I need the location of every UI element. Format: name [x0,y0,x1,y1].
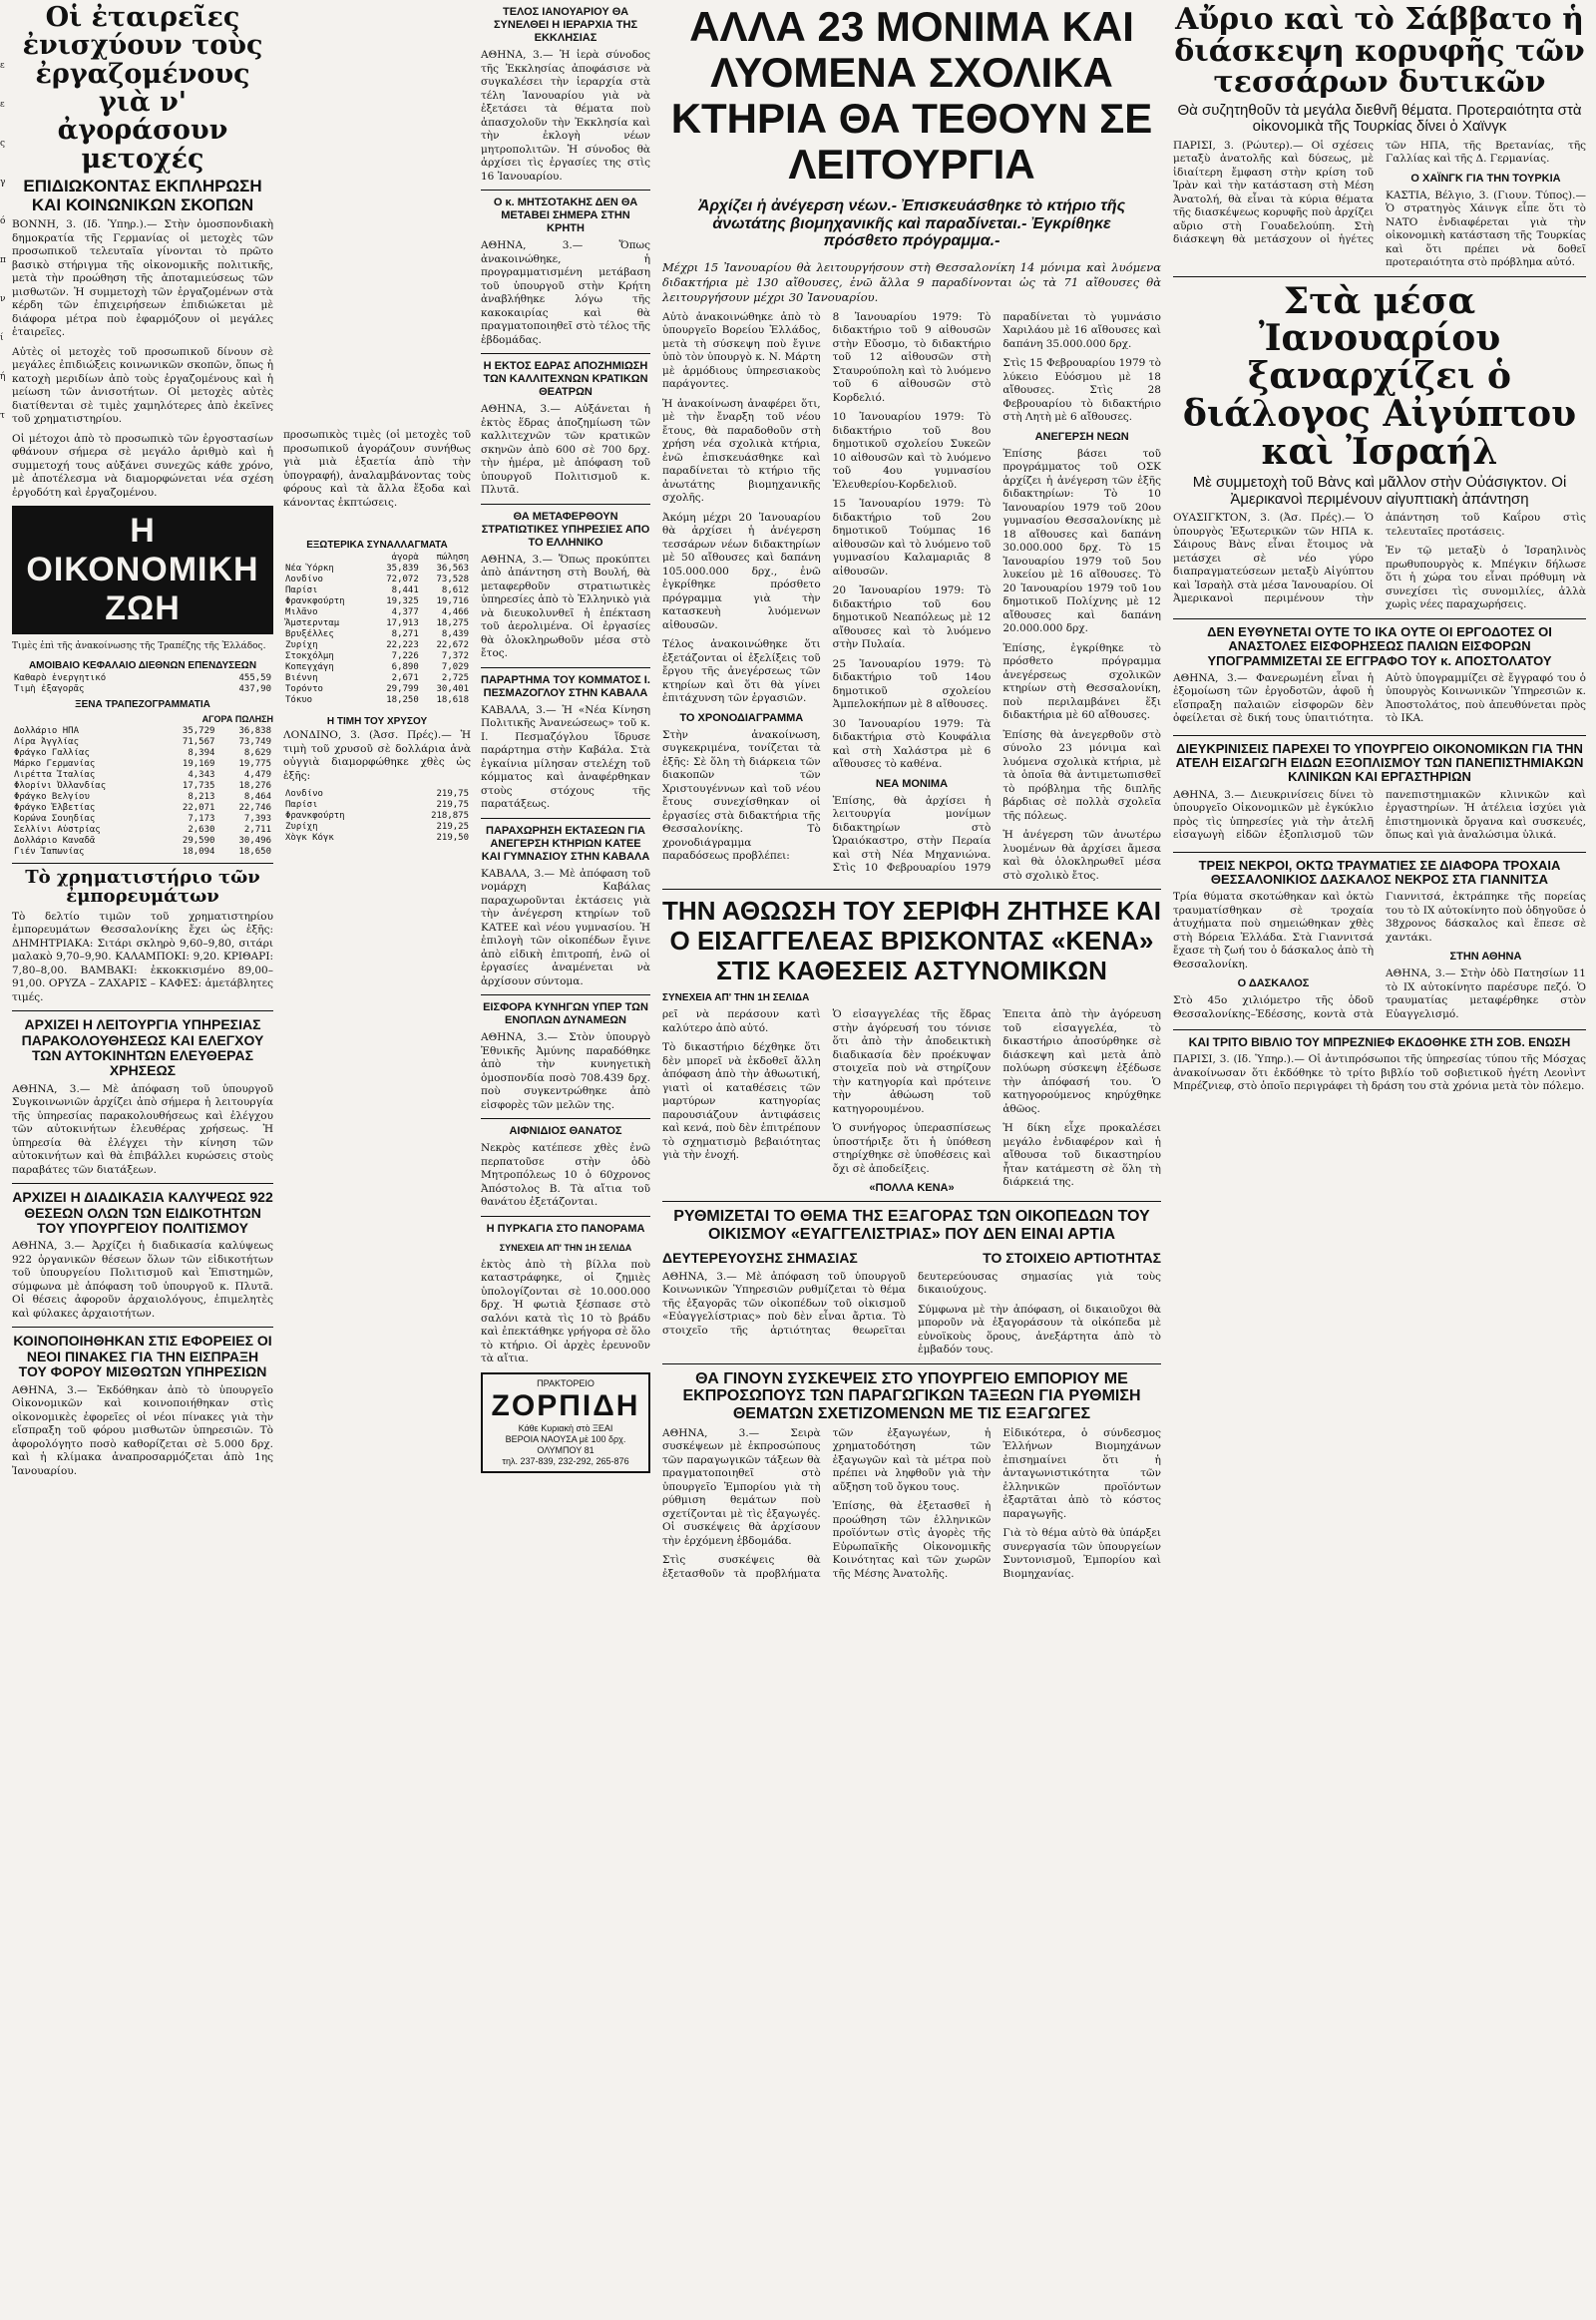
gold-row-cell: Φρανκφούρτη [285,811,345,821]
main-lead: Μέχρι 15 Ἰανουαρίου θὰ λειτουργήσουν στὴ Θεσσαλονίκη 14 μόνιμα καὶ λυόμενα διδακτήρια μὲ 130 αἴθουσες, ἐνῶ ἄλλα 9 παραδίνονται ὡς τὰ 71 αἴθουσες θὰ λειτουργήσουν μέχρι 30 Ἰανουαρίου. [662,259,1161,304]
fx-row [283,684,471,695]
story-shares-p1: ΒΟΝΝΗ, 3. (Ιδ. Ὑπηρ.).— Στὴν ὁμοσπονδιακὴ δημοκρατία τῆς Γερμανίας οἱ μετοχὲς τῶν προσωπικοῦ τελευταῖα γίνονται τὸ πρῶτο βασικὸ στήριγμα τῆς οἰκονομικῆς πολιτικῆς, μετὰ τὴν προώθηση τῆς ἀποταμιεύσεως τῶν μισθωτῶν. Ἡ συμμετοχὴ τῶν ἐργαζομένων στὰ κέρδη τῶν ἐπιχειρήσεων ἐπιδιώκεται μὲ διάφορα μέτρα ποὺ ἐφαρμόζουν οἱ μεγάλες ἑταιρεῖες. [12,218,273,339]
fx-row-cell: 7,029 [441,662,469,672]
agency-ad [481,1372,650,1473]
edge-fragment: γ [0,178,6,188]
fx-row [283,640,471,651]
exports-body-paragraph: ΑΘΗΝΑ, 3.— Σειρὰ συσκέψεων μὲ ἐκπροσώπους τῶν παραγωγικῶν τάξεων θὰ πραγματοποιηθεῖ στὸ ὑπουργεῖο Ἐμπορίου γιὰ τὴ ρύθμιση θεμάτων ποὺ σχετίζονται μὲ τὶς ἐξαγωγές. Οἱ συσκέψεις θὰ ἀρχίσουν τὴν ἐρχόμενη ἑβδομάδα. [662,1426,821,1547]
fx-row-cell: 7,226 [391,651,419,661]
edge-fragment: ή [0,372,6,382]
fund-head: ΑΜΟΙΒΑΙΟ ΚΕΦΑΛΑΙΟ ΔΙΕΘΝΩΝ ΕΠΕΝΔΥΣΕΩΝ [28,659,257,671]
gold-row [283,789,471,800]
kicker-summit: Θὰ συζητηθοῦν τὰ μεγάλα διεθνῆ θέματα. Προτεραιότητα στὰ οἰκονομικὰ τῆς Τουρκίας δίνει ὁ Χαϊνγκ [1177,101,1582,135]
gold-row-cell: Χὸγκ Κόγκ [285,833,334,843]
fx-row-cell: 35,839 [386,564,419,574]
fire-continued: ΣΥΝΕΧΕΙΑ ΑΠ' ΤΗΝ 1Η ΣΕΛΙΔΑ [499,1242,632,1253]
story-shares-p2: Αὐτὲς οἱ μετοχὲς τοῦ προσωπικοῦ δίνουν σὲ μεγάλες ἐπιδιώξεις κοινωνικῶν σκοπῶν, ὅπως ἡ κατοχὴ μεριδίων ἀπὸ τοὺς ἐργαζομένους καὶ ἡ μείωση τῶν ἀνισοτήτων. Οἱ μετοχὲς αὐτὲς διατίθενται σὲ τιμὲς χαμηλότερες ἀπὸ ἐκεῖνες τοῦ χρηματιστηρίου. [12,345,273,426]
sheriff-body-paragraph: Ὁ εἰσαγγελέας τῆς ἕδρας στὴν ἀγόρευσή του τόνισε ὅτι ἀπὸ τὴν ἀποδεικτικὴ διαδικασία δὲν προέκυψαν στοιχεῖα ποὺ νὰ στηρίζουν τὴν κατηγορία καὶ πρότεινε τὴν ἀθώωση τοῦ κατηγορουμένου. [832,1008,992,1115]
banknote-row [12,803,273,814]
main-body-subhead: ΝΕΑ ΜΟΝΙΜΑ [875,777,949,790]
plots-body-paragraph: ΑΘΗΝΑ, 3.— Μὲ ἀπόφαση τοῦ ὑπουργοῦ Κοινωνικῶν Ὑπηρεσιῶν ρυθμίζεται τὸ θέμα τῆς ἐξαγορᾶς τῶν οἰκοπέδων τοῦ οἰκισμοῦ «Εὐαγγελίστριας» ποὺ δὲν εἶναι ἄρτια. Τὸ στοιχεῖο τῆς ἀρτιότητας θεωρεῖται δευτερεύουσας σημασίας γιὰ τοὺς δικαιούχους. [662,1270,1161,1337]
plots-subhead-right: ΤΟ ΣΤΟΙΧΕΙΟ ΑΡΤΙΟΤΗΤΑΣ [983,1250,1161,1267]
fx-row-cell: Νέα Ὑόρκη [285,564,334,574]
fx-header-cell: ἀγορὰ [391,553,419,563]
fx-row [283,607,471,618]
column-right [1173,0,1586,1100]
exports-body [662,1427,1161,1586]
headline-kavala: ΠΑΡΑΡΤΗΜΑ ΤΟΥ ΚΟΜΜΑΤΟΣ Ι. ΠΕΣΜΑΖΟΓΛΟΥ ΣΤΗΝ ΚΑΒΑΛΑ [481,673,650,699]
fund-row-cell: Τιμὴ ἐξαγορᾶς [14,683,85,694]
fx-row-cell: 7,372 [441,651,469,661]
edge-fragment: ε [0,61,5,71]
banknote-row-cell: Φράγκο Ἑλβετίας [14,802,96,813]
banknote-row [12,825,273,836]
gold-row-cell: 219,50 [436,833,469,843]
headline-traffic: ΤΡΕΙΣ ΝΕΚΡΟΙ, ΟΚΤΩ ΤΡΑΥΜΑΤΙΕΣ ΣΕ ΔΙΑΦΟΡΑ ΤΡΟΧΑΙΑ ΘΕΣΣΑΛΟΝΙΚΙΟΣ ΔΑΣΚΑΛΟΣ ΝΕΚΡΟΣ ΣΤΑ ΓΙΑΝΝΙΤΣΑ [1198,857,1561,888]
banknote-row-cell: Δολλάριο ΗΠΑ [14,725,80,736]
economy-section-title: Η ΟΙΚΟΝΟΜΙΚΗ ΖΩΗ [12,506,273,634]
banknote-row-cell: 22,071 [182,802,215,813]
gold-row-cell: 219,25 [436,822,469,832]
banknote-row-cell: 36,838 [238,725,271,736]
story-fire: ἐκτὸς ἀπὸ τὴ βίλλα ποὺ καταστράφηκε, οἱ ζημιὲς ὑπολογίζονται σὲ 10.000.000 δρχ. Ἡ φωτιὰ ξέσπασε στὸ σαλόνι κατὰ τὶς 10 τὸ βράδυ καὶ ἐπεκτάθηκε γρήγορα σὲ ὅλο τὸ κτήριο. Οἱ ἀρχὲς ἐρευνοῦν τὰ αἴτια. [481,1258,650,1364]
main-body-paragraph: 25 Ἰανουαρίου 1979: Τὸ διδακτήριο τοῦ 14ου δημοτικοῦ σχολείου Ἀμπελοκήπων μὲ 8 αἴθουσες. [832,657,992,711]
fund-row [12,673,273,684]
gold-row-cell: 219,75 [436,789,469,799]
exports-body-paragraph: Στὶς συσκέψεις θὰ ἐξετασθοῦν τὰ προβλήματα τῶν ἐξαγωγέων, ἡ χρηματοδότηση τῶν ἐξαγωγῶν καὶ τὰ μέτρα ποὺ πρέπει νὰ ληφθοῦν γιὰ τὴν αὔξηση τοῦ ὄγκου τους. [662,1426,992,1580]
banknote-row-cell: 18,650 [238,846,271,857]
main-body-paragraph: Ἐπίσης, ἐγκρίθηκε τὸ πρόσθετο πρόγραμμα ἀνεγέρσεως σχολικῶν κτηρίων στὴ Θεσσαλονίκη, ποὺ περιλαμβάνει ἕξι διδακτήρια μὲ 60 αἴθουσες. [1002,641,1161,722]
story-hunters: ΑΘΗΝΑ, 3.— Στὸν ὑπουργὸ Ἐθνικῆς Ἀμύνης παραδόθηκε ἀπὸ τὴν κυνηγετικὴ ὁμοσπονδία ποσὸ 708.439 δρχ. ποὺ συγκεντρώθηκε ἀπὸ εἰσφορὲς τῶν μελῶν της. [481,1031,650,1111]
fx-row [283,585,471,596]
banknote-row-cell: 22,746 [238,802,271,813]
headline-cars: ΑΡΧΙΖΕΙ Η ΛΕΙΤΟΥΡΓΙΑ ΥΠΗΡΕΣΙΑΣ ΠΑΡΑΚΟΛΟΥΘΗΣΕΩΣ ΚΑΙ ΕΛΕΓΧΟΥ ΤΩΝ ΑΥΤΟΚΙΝΗΤΩΝ ΕΛΕΥΘΕΡΑΣ ΧΡΗΣΕΩΣ [21,1016,264,1079]
story-army: ΑΘΗΝΑ, 3.— Ὅπως προκύπτει ἀπὸ ἀπάντηση στὴ Βουλή, θὰ μεταφερθοῦν στρατιωτικὲς ὑπηρεσίες ἀπὸ τὸ Ἑλληνικὸ γιὰ νὰ διευκολυνθεῖ ἡ ἐπέκταση τοῦ ἀερολιμένα. Οἱ ἐργασίες θὰ ὁλοκληρωθοῦν μέσα στὸ ἔτος. [481,553,650,659]
headline-summit: Αὔριο καὶ τὸ Σάββατο ἡ διάσκεψη κορυφῆς τῶν τεσσάρων δυτικῶν [1174,2,1585,100]
fx-row [283,575,471,585]
story-kavala: ΚΑΒΑΛΑ, 3.— Ἡ «Νέα Κίνηση Πολιτικῆς Ἀνανεώσεως» τοῦ κ. Ι. Πεσμαζόγλου ἵδρυσε παράρτημα στὴν Καβάλα. Στὰ ἐγκαίνια μίλησαν στελέχη τοῦ κόμματος καὶ ἀναφέρθηκαν στοὺς στόχους τῆς παρατάξεως. [481,703,650,810]
edge-fragment: ε [0,100,5,110]
main-body-paragraph: Στὴν ἀνακοίνωση, συγκεκριμένα, τονίζεται τὰ ἑξῆς: Σὲ ὅλη τὴ διάρκεια τῶν διακοπῶν τῶν Χριστουγέννων καὶ τοῦ νέου ἔτους συνεχίσθηκαν οἱ ἐργασίες στὰ διδακτήρια τῆς Θεσσαλονίκης. Τὸ χρονοδιάγραμμα παραδόσεως προβλέπει: [662,728,821,863]
banknotes-subhead: ΑΓΟΡΑ ΠΩΛΗΣΗ [201,713,273,724]
fx-row-cell: 8,439 [441,629,469,639]
headline-army: ΘΑ ΜΕΤΑΦΕΡΘΟΥΝ ΣΤΡΑΤΙΩΤΙΚΕΣ ΥΠΗΡΕΣΙΕΣ ΑΠΟ ΤΟ ΕΛΛΗΝΙΚΟ [481,510,650,549]
banknote-row-cell: 8,213 [188,791,215,802]
fx-row-cell: Βρυξέλλες [285,629,334,639]
story-church: ΑΘΗΝΑ, 3.— Ἡ ἱερὰ σύνοδος τῆς Ἐκκλησίας ἀποφάσισε νὰ συγκαλέσει τὴν ἱεραρχία στὰ τέλη Ἰανουαρίου γιὰ νὰ ἐξετάσει τὰ θέματα ποὺ ἀπασχολοῦν τὴν Ἐκκλησία καὶ τὴν ἐκλογὴ νέων μητροπολιτῶν. Ἡ σύνοδος θὰ ἀρχίσει τὶς ἐργασίες της στὶς 16 Ἰανουαρίου. [481,49,650,183]
banknote-row-cell: 17,735 [182,780,215,791]
headline-church: ΤΕΛΟΣ ΙΑΝΟΥΑΡΙΟΥ ΘΑ ΣΥΝΕΛΘΕΙ Η ΙΕΡΑΡΧΙΑ ΤΗΣ ΕΚΚΛΗΣΙΑΣ [493,6,638,44]
banknote-row [12,748,273,759]
ad-line2: ΒΕΡΟΙΑ ΝΑΟΥΣΑ μὲ 100 δρχ. [505,1433,626,1444]
headline-death: ΑΙΦΝΙΔΙΟΣ ΘΑΝΑΤΟΣ [509,1125,622,1137]
gold-row [283,833,471,844]
story-summit: ΠΑΡΙΣΙ, 3. (Ρώυτερ).— Οἱ σχέσεις μεταξὺ ἀνατολῆς καὶ δύσεως, μὲ ἰδιαίτερη ἔμφαση στὴν κρίση τοῦ Ἰρὰν καὶ τὴν κατάσταση στὴ Μέση Ἀνατολή, θὰ εἶναι τὰ κύρια θέματα τῆς διασκέψεως κορυφῆς ποὺ ἀρχίζει αὔριο στὴ Γουαδελούπη. Στὴ διάσκεψη θὰ μετάσχουν οἱ ἡγέτες τῶν ΗΠΑ, τῆς Βρετανίας, τῆς Γαλλίας καὶ τῆς Δ. Γερμανίας. [1173,139,1586,245]
fx-row-cell: 19,325 [386,596,419,606]
banknote-row [12,847,273,858]
main-body [662,311,1161,884]
story-ika: ΑΘΗΝΑ, 3.— Φανερωμένη εἶναι ἡ ἐξομοίωση τῶν ἐργοδοτῶν, ἀφοῦ ἡ εἴσπραξη παλαιῶν εἰσφορῶν δὲν ὀφείλεται σὲ δική τους ὑπαιτιότητα. Αὐτὸ ὑπογραμμίζει σὲ ἔγγραφό του ὁ ὑπουργὸς Κοινωνικῶν Ὑπηρεσιῶν κ. Ἀποστολάτος, ποὺ ἀπευθύνεται πρὸς τὸ ΙΚΑ. [1173,671,1586,725]
banknote-row-cell: 4,479 [243,769,271,780]
story-teacher: Στὸ 45ο χιλιόμετρο τῆς ὁδοῦ Θεσσαλονίκης–Ἐδέσσης, κοντὰ στὰ Γιαννιτσά, ἐκτράπηκε τῆς πορείας του τὸ ΙΧ αὐτοκίνητο ποὺ ὁδηγοῦσε ὁ 38χρονος δάσκαλος καὶ ἔπεσε σὲ χαντάκι. [1173,891,1586,1020]
headline-ika: ΔΕΝ ΕΥΘΥΝΕΤΑΙ ΟΥΤΕ ΤΟ ΙΚΑ ΟΥΤΕ ΟΙ ΕΡΓΟΔΟΤΕΣ ΟΙ ΑΝΑΣΤΟΛΕΣ ΕΙΣΦΟΡΗΣΕΩΣ ΠΑΛΙΩΝ ΕΙΣΦΟΡΩΝ ΥΠΟΓΡΑΜΜΙΖΕΤΑΙ ΣΕ ΕΓΓΡΑΦΟ ΤΟΥ κ. ΑΠΟΣΤΟΛΑΤΟΥ [1207,623,1552,668]
ad-brand: ΖΟΡΠΙΔΗ [491,1388,640,1422]
banknote-row-cell: 7,393 [243,813,271,824]
fx-row-cell: 8,271 [391,629,419,639]
banknote-row [12,759,273,770]
story-cars: ΑΘΗΝΑ, 3.— Μὲ ἀπόφαση τοῦ ὑπουργοῦ Συγκοινωνιῶν ἀρχίζει ἀπὸ σήμερα ἡ λειτουργία τῆς ὑπηρεσίας παρακολουθήσεως καὶ ἐλέγχου τῶν αὐτοκινήτων ἐλευθέρας χρήσεως. Ἡ ὑπηρεσία θὰ ἐλέγχει τὴν κίνηση τῶν αὐτοκινήτων καὶ θὰ ἐπιβάλλει κυρώσεις στοὺς παραβάτες τῶν διατάξεων. [12,1082,273,1176]
market-head: Τὸ χρηματιστήριο τῶν ἐμπορευμάτων [25,866,260,907]
fx-row-cell: 4,377 [391,607,419,617]
banknote-row-cell: 2,630 [188,824,215,835]
banknote-row [12,836,273,847]
banknote-row-cell: Φράγκο Βελγίου [14,791,90,802]
banknote-row-cell: 35,729 [182,725,215,736]
banknote-row-cell: 71,567 [182,736,215,747]
fx-row-cell: 18,250 [386,695,419,705]
gold-row [283,800,471,811]
fx-row-cell: 6,890 [391,662,419,672]
story-schools-kavala: ΚΑΒΑΛΑ, 3.— Μὲ ἀπόφαση τοῦ νομάρχη Καβάλας παραχωροῦνται ἐκτάσεις γιὰ τὴν ἀνέγερση κτηρίων τοῦ ΚΑΤΕΕ καὶ νέου γυμνασίου. Ἡ ἐπιλογὴ τῶν οἰκοπέδων ἔγινε ἀπὸ εἰδικὴ ἐπιτροπή, ἐνῶ οἱ ἐργασίες ἀναμένεται νὰ ἀρχίσουν σύντομα. [481,867,650,987]
gold-row-cell: 218,875 [431,811,469,821]
edge-fragment: ς [0,139,6,149]
gold-head: Η ΤΙΜΗ ΤΟΥ ΧΡΥΣΟΥ [326,716,428,727]
main-body-paragraph: Ἡ ἀνακοίνωση ἀναφέρει ὅτι, μὲ τὴν ἔναρξη τοῦ νέου ἔτους, θὰ παραδοθοῦν στὴ χρήση νέα σχολικὰ κτήρια, ἐνῶ ἐπισκευάσθηκε καὶ παραδίνεται τὸ κτήριο τῆς ἀνωτάτης βιομηχανικῆς σχολῆς. [662,397,821,505]
banknote-row-cell: Φράγκο Γαλλίας [14,747,90,758]
headline-pm: Ο κ. ΜΗΤΣΟΤΑΚΗΣ ΔΕΝ ΘΑ ΜΕΤΑΒΕΙ ΣΗΜΕΡΑ ΣΤΗΝ ΚΡΗΤΗ [493,196,638,234]
main-body-paragraph: Αὐτὸ ἀνακοινώθηκε ἀπὸ τὸ ὑπουργεῖο Βορείου Ἑλλάδος, μετὰ τὴ σύσκεψη ποὺ ἔγινε ὑπὸ τὸν ὑπουργὸ κ. Ν. Μάρτη μὲ ἁρμόδιους ὑπηρεσιακοὺς παράγοντες. [662,310,821,391]
fx-row [283,695,471,706]
story-clinics: ΑΘΗΝΑ, 3.— Διευκρινίσεις δίνει τὸ ὑπουργεῖο Οἰκονομικῶν μὲ ἐγκύκλιο πρὸς τὶς ὑπηρεσίες γιὰ τὴν ἀτελῆ εἰσαγωγὴ εἰδῶν ἐξοπλισμοῦ τῶν πανεπιστημιακῶν κλινικῶν καὶ ἐργαστηρίων. Ἡ ἀτέλεια ἰσχύει γιὰ ἐπιστημονικὰ ὄργανα καὶ συσκευές, ὅπως καὶ γιὰ ἀναλώσιμα ὑλικά. [1173,788,1586,842]
story-shares-p3: Οἱ μέτοχοι ἀπὸ τὸ προσωπικὸ τῶν ἐργοστασίων φθάνουν σήμερα σὲ μεγάλο ἀριθμὸ καὶ ἡ συμμετοχή τους αὐξάνει συνεχῶς κάθε χρόνο, μὲ ἀποτέλεσμα νὰ διαμορφώνεται νέα σχέση ἐργοδότη καὶ ἐργαζομένου. [12,432,273,499]
fx-row [283,673,471,684]
story-pm: ΑΘΗΝΑ, 3.— Ὅπως ἀνακοινώθηκε, ἡ προγραμματισμένη μετάβαση τοῦ ὑπουργοῦ στὴν Κρήτη ἀναβλήθηκε λόγω τῆς κακοκαιρίας καὶ θὰ πραγματοποιηθεῖ στὸ τέλος τῆς ἑβδομάδας. [481,239,650,346]
story-culture-posts: ΑΘΗΝΑ, 3.— Ἀρχίζει ἡ διαδικασία καλύψεως 922 ὀργανικῶν θέσεων ὅλων τῶν εἰδικοτήτων τοῦ ὑπουργείου Πολιτισμοῦ καὶ Ἐπιστημῶν, σύμφωνα μὲ ἀπόφαση τοῦ ὑπουργοῦ κ. Πλυτᾶ. Οἱ θέσεις ἀφοροῦν ἀρχαιολόγους, ἐπιμελητὲς καὶ φύλακες ἀρχαιοτήτων. [12,1240,273,1320]
sheriff-body-paragraph: Ἐπειτα ἀπὸ τὴν ἀγόρευση τοῦ εἰσαγγελέα, τὸ δικαστήριο ἀποσύρθηκε σὲ διάσκεψη καὶ μετὰ ἀπὸ πολύωρη σύσκεψη ἐξέδωσε τὴν ἀπόφασή του. Ὁ κατηγορούμενος κηρύχθηκε ἀθῶος. [1002,1008,1161,1115]
banknote-row-cell: Φλορίνι Ὀλλανδίας [14,780,107,791]
fx-row-cell: 22,672 [436,640,469,650]
headline-shares: Οἱ ἐταιρεῖες ἐνισχύουν τοὺς ἐργαζομένους γιὰ ν' ἀγοράσουν μετοχές [22,2,263,175]
headline-fire: Η ΠΥΡΚΑΓΙΑ ΣΤΟ ΠΑΝΟΡΑΜΑ [486,1222,645,1235]
fx-row-cell: 73,528 [436,575,469,584]
column-left [12,0,273,1484]
headline-hunters: ΕΙΣΦΟΡΑ ΚΥΝΗΓΩΝ ΥΠΕΡ ΤΩΝ ΕΝΟΠΛΩΝ ΔΥΝΑΜΕΩΝ [483,1001,648,1026]
ad-line1: Κάθε Κυριακὴ στὸ ΞΕΑΙ [518,1422,613,1433]
banknote-row-cell: 73,749 [238,736,271,747]
banknote-row-cell: Δολλάριο Καναδᾶ [14,835,96,846]
story-tax-tables: ΑΘΗΝΑ, 3.— Ἐκδόθηκαν ἀπὸ τὸ ὑπουργεῖο Οἰκονομικῶν καὶ κοινοποιήθηκαν στὶς οἰκονομικὲς ἐφορεῖες οἱ νέοι πίνακες γιὰ τὴν εἴσπραξη τοῦ φόρου μισθωτῶν ὑπηρεσιῶν. Τὸ ἀφορολόγητο ποσὸ καθορίζεται σὲ 5.000 δρχ. καὶ ἡ κλίμακα ἀναπροσαρμόζεται ἀπὸ 1ης Ἰανουαρίου. [12,1383,273,1477]
main-body-paragraph: 20 Ἰανουαρίου 1979: Τὸ διδακτήριο τοῦ 6ου δημοτικοῦ Νεαπόλεως μὲ 12 αἴθουσες καὶ τὸ λυόμενο στὴν Πυλαία. [832,584,992,651]
banknote-row-cell: 29,590 [182,835,215,846]
edge-fragment: ό [0,216,6,226]
traffic-subhead-athens: ΣΤΗΝ ΑΘΗΝΑ [1449,951,1522,964]
headline-schools-kavala: ΠΑΡΑΧΩΡΗΣΗ ΕΚΤΑΣΕΩΝ ΓΙΑ ΑΝΕΓΕΡΣΗ ΚΤΗΡΙΩΝ ΚΑΤΕΕ ΚΑΙ ΓΥΜΝΑΣΙΟΥ ΣΤΗΝ ΚΑΒΑΛΑ [481,824,650,863]
headline-tax-tables: ΚΟΙΝΟΠΟΙΗΘΗΚΑΝ ΣΤΙΣ ΕΦΟΡΕΙΕΣ ΟΙ ΝΕΟΙ ΠΙΝΑΚΕΣ ΓΙΑ ΤΗΝ ΕΙΣΠΡΑΞΗ ΤΟΥ ΦΟΡΟΥ ΜΙΣΘΩΤΩΝ ΥΠΗΡΕΣΙΩΝ [13,1333,272,1380]
fx-row-cell: Τόκυο [285,695,313,705]
fx-row-cell: 19,716 [436,596,469,606]
gold-table [283,789,471,844]
banknote-row-cell: Σελλίνι Αὐστρίας [14,824,101,835]
fx-header-cell [283,553,371,564]
banknote-row-cell: 19,775 [238,758,271,769]
fx-row-cell: 2,725 [441,673,469,683]
headline-theatre: Η ΕΚΤΟΣ ΕΔΡΑΣ ΑΠΟΖΗΜΙΩΣΗ ΤΩΝ ΚΑΛΛΙΤΕΧΝΩΝ ΚΡΑΤΙΚΩΝ ΘΕΑΤΡΩΝ [483,360,648,398]
headline-sheriff: ΤΗΝ ΑΘΩΩΣΗ ΤΟΥ ΣΕΡΙΦΗ ΖΗΤΗΣΕ ΚΑΙ Ο ΕΙΣΑΓΓΕΛΕΑΣ ΒΡΙΣΚΟΝΤΑΣ «ΚΕΝΑ» ΣΤΙΣ ΚΑΘΕΣΕΙΣ ΑΣΤΥΝΟΜΙΚΩΝ [662,896,1161,986]
edge-fragment: π [0,255,6,265]
main-body-subhead: ΤΟ ΧΡΟΝΟΔΙΑΓΡΑΜΜΑ [679,711,804,724]
fx-table [283,553,471,706]
fx-row-cell: 18,618 [436,695,469,705]
banknote-row-cell: Μάρκο Γερμανίας [14,758,96,769]
banknote-row-cell: 8,464 [243,791,271,802]
sheriff-continued: ΣΥΝΕΧΕΙΑ ΑΠ' ΤΗΝ 1Η ΣΕΛΙΔΑ [662,992,810,1004]
banknote-row-cell: 18,276 [238,780,271,791]
banknote-row-cell: 8,394 [188,747,215,758]
story-egypt-israel: ΟΥΑΣΙΓΚΤΟΝ, 3. (Ἀσ. Πρές).— Ὁ ὑπουργὸς Ἐξωτερικῶν τῶν ΗΠΑ κ. Σάιρους Βὰνς εἶναι ἕτοιμος νὰ μετάσχει σὲ νέο γύρο διαπραγματεύσεων μεταξὺ Αἰγύπτου καὶ Ἰσραὴλ στὰ μέσα Ἰανουαρίου. Οἱ Ἀμερικανοὶ περιμένουν τὴν ἀπάντηση τοῦ Καΐρου στὶς τελευταῖες προτάσεις. [1173,512,1586,605]
kicker-shares: ΕΠΙΔΙΩΚΟΝΤΑΣ ΕΚΠΛΗΡΩΣΗ ΚΑΙ ΚΟΙΝΩΝΙΚΩΝ ΣΚΟΠΩΝ [23,177,262,214]
main-body-paragraph: Ἐπίσης βάσει τοῦ προγράμματος τοῦ ΟΣΚ ἀρχίζει ἡ ἀνέγερση τῶν ἑξῆς διδακτηρίων: Τὸ 10 Ἰανουαρίου 1979 τοῦ 20ου γυμνασίου Θεσσαλονίκης μὲ 18 αἴθουσες καὶ δαπάνη 30.000.000 δρχ. Τὸ 15 Ἰανουαρίου 1979 τοῦ 5ου λυκείου μὲ 16 αἴθουσες. Τὸ 20 Ἰανουαρίου 1979 τοῦ 1ου δημοτικοῦ Πολίχνης μὲ 12 αἴθουσες καὶ δαπάνη 20.000.000 δρχ. [1002,447,1161,635]
plots-body [662,1271,1161,1357]
gold-row [283,822,471,833]
headline-exports: ΘΑ ΓΙΝΟΥΝ ΣΥΣΚΕΨΕΙΣ ΣΤΟ ΥΠΟΥΡΓΕΙΟ ΕΜΠΟΡΙΟΥ ΜΕ ΕΚΠΡΟΣΩΠΟΥΣ ΤΩΝ ΠΑΡΑΓΩΓΙΚΩΝ ΤΑΞΕΩΝ ΓΙΑ ΡΥΘΜΙΣΗ ΘΕΜΑΤΩΝ ΣΧΕΤΙΖΟΜΕΝΩΝ ΜΕ ΤΙΣ ΕΞΑΓΩΓΕΣ [682,1369,1141,1423]
gold-row [283,811,471,822]
fx-row-cell: Βιέννη [285,673,318,683]
fx-row-cell: 4,466 [441,607,469,617]
fx-row [283,596,471,607]
fund-row [12,684,273,695]
banknote-row [12,737,273,748]
fx-row-cell: 30,401 [436,684,469,694]
banknote-row-cell: Γιέν Ἰαπωνίας [14,846,85,857]
fund-row-cell: Καθαρὸ ἐνεργητικό [14,672,107,683]
fx-row [283,564,471,575]
fx-row [283,662,471,673]
story-athens-traffic: ΑΘΗΝΑ, 3.— Στὴν ὁδὸ Πατησίων 11 τὸ ΙΧ αὐτοκίνητο παρέσυρε πεζό. Ὁ τραυματίας μεταφέρθηκε στὸν Εὐαγγελισμό. [1386,967,1586,1020]
banknote-row [12,726,273,737]
banknote-row-cell: 19,169 [182,758,215,769]
banknote-row-cell: Λίρα Ἀγγλίας [14,736,80,747]
banknote-row [12,781,273,792]
headline-culture-posts: ΑΡΧΙΖΕΙ Η ΔΙΑΔΙΚΑΣΙΑ ΚΑΛΥΨΕΩΣ 922 ΘΕΣΕΩΝ ΟΛΩΝ ΤΩΝ ΕΙΔΙΚΟΤΗΤΩΝ ΤΟΥ ΥΠΟΥΡΓΕΙΟΥ ΠΟΛΙΤΙΣΜΟΥ [12,1189,273,1237]
fx-header-cell: πώληση [436,553,469,563]
plots-body-paragraph: Σύμφωνα μὲ τὴν ἀπόφαση, οἱ δικαιοῦχοι θὰ μποροῦν νὰ ἐξαγοράσουν τὰ οἰκόπεδα μὲ εὐνοϊκοὺς ὅρους, ἀνεξάρτητα ἀπὸ τὸ ἐμβαδόν τους. [918,1303,1161,1356]
ad-line4: τηλ. 237-839, 232-292, 265-876 [502,1455,629,1466]
story-death: Νεκρὸς κατέπεσε χθὲς ἐνῶ περπατοῦσε στὴν ὁδὸ Μητροπόλεως 10 ὁ 60χρονος Ἀπόστολος Β. Τὰ αἴτια τοῦ θανάτου ἐξετάζονται. [481,1142,650,1208]
fund-row-cell: 437,90 [238,683,271,694]
story-brezhnev: ΠΑΡΙΣΙ, 3. (Ιδ. Ὑπηρ.).— Οἱ ἀντιπρόσωποι τῆς ὑπηρεσίας τύπου τῆς Μόσχας ἀνακοίνωσαν ὅτι ἐκδόθηκε τὸ τρίτο βιβλίο τοῦ σοβιετικοῦ ἡγέτη Λεονὶντ Μπρέζνιεφ, στὸ ὁποῖο περιγράφει τὴ δράση του στὰ χρόνια μετὰ τὸν πόλεμο. [1173,1053,1586,1093]
main-body-paragraph: Ἐπίσης, θὰ ἀρχίσει ἡ λειτουργία μονίμων διδακτηρίων στὸ Ὡραιόκαστρο, στὴν Περαία καὶ στὴ Νέα Μηχανιώνα. Στὶς 10 Φεβρουαρίου 1979 παραδίνεται τὸ γυμνάσιο Χαριλάου μὲ 16 αἴθουσες καὶ δαπάνη 35.000.000 δρχ. [832,310,1161,875]
exports-body-paragraph: Ἐπίσης, θὰ ἐξετασθεῖ ἡ προώθηση τῶν ἑλληνικῶν προϊόντων στὶς ἀγορὲς τῆς Εὐρωπαϊκῆς Οἰκονομικῆς Κοινότητας καὶ τῶν χωρῶν τῆς Μέσης Ἀνατολῆς. [832,1500,992,1580]
economy-intro: Τιμὲς ἐπὶ τῆς ἀνακοίνωσης τῆς Τραπέζης τῆς Ἑλλάδος. [12,641,266,652]
banknote-row-cell: 30,496 [238,835,271,846]
fx-row-cell: 29,799 [386,684,419,694]
sheriff-body-paragraph: Τὸ δικαστήριο δέχθηκε ὅτι δὲν μπορεῖ νὰ ἐκδοθεῖ ἄλλη ἀπόφαση ἀπὸ τὴν ἀθωωτική, γιατὶ οἱ καταθέσεις τῶν μαρτύρων κατηγορίας παρουσιάζουν ἀντιφάσεις καὶ κενά, ποὺ δὲν ἐπιτρέπουν τὸ σχηματισμὸ βεβαιότητας γιὰ τὴν ἐνοχή. [662,1041,821,1162]
plots-subhead-left: ΔΕΥΤΕΡΕΥΟΥΣΗΣ ΣΗΜΑΣΙΑΣ [662,1250,858,1267]
sheriff-body-paragraph: Ἡ δίκη εἶχε προκαλέσει μεγάλο ἐνδιαφέρον καὶ ἡ αἴθουσα τοῦ δικαστηρίου ἦταν κατάμεστη σὲ ὅλη τὴ διάρκειά της. [1002,1122,1161,1189]
ad-pre: ΠΡΑΚΤΟΡΕΙΟ [537,1377,595,1388]
main-body-paragraph: 15 Ἰανουαρίου 1979: Τὸ διδακτήριο τοῦ 2ου δημοτικοῦ Τούμπας 16 αἰθουσῶν καὶ τὸ λυόμενο τοῦ γυμνασίου Καλαμαριᾶς 8 αἰθουσῶν. [832,498,992,578]
fx-row-cell: Φρανκφούρτη [285,596,345,606]
headline-plots: ΡΥΘΜΙΖΕΤΑΙ ΤΟ ΘΕΜΑ ΤΗΣ ΕΞΑΓΟΡΑΣ ΤΩΝ ΟΙΚΟΠΕΔΩΝ ΤΟΥ ΟΙΚΙΣΜΟΥ «ΕΥΑΓΓΕΛΙΣΤΡΙΑΣ» ΠΟΥ ΔΕΝ ΕΙΝΑΙ ΑΡΤΙΑ [673,1208,1150,1243]
fx-row-cell: 2,671 [391,673,419,683]
fx-row [283,651,471,662]
story-shares-p4: προσωπικὸς τιμὲς (οἱ μετοχὲς τοῦ προσωπικοῦ ἀγοράζουν συνήθως γιὰ μιὰ ἑξαετία ἀπὸ τὴν ὑπογραφή), ἀναλαμβάνοντας τοὺς φόρους καὶ τὰ ἄλλα ἔξοδα καὶ κάνοντας ἐκπτώσεις. [283,429,471,509]
fx-row-cell: Ζυρίχη [285,640,318,650]
ad-line3: ΟΛΥΜΠΟΥ 81 [537,1444,595,1455]
fx-head: ΕΞΩΤΕΡΙΚΑ ΣΥΝΑΛΛΑΓΜΑΤΑ [306,540,448,551]
main-body-paragraph: 30 Ἰανουαρίου 1979: Τὰ διδακτήρια στὸ Κουφάλια καὶ στὴ Χαλάστρα μὲ 6 αἴθουσες τὸ καθένα. [832,717,992,771]
gold-text: ΛΟΝΔΙΝΟ, 3. (Ἀσσ. Πρές).— Ἡ τιμὴ τοῦ χρυσοῦ σὲ δολλάρια ἀνὰ οὐγγιὰ διαμορφώθηκε χθὲς ὡς ἑξῆς: [283,729,471,782]
banknote-row-cell: Λιρέττα Ἰταλίας [14,769,96,780]
column-second [481,0,650,1473]
exports-body-paragraph: Εἰδικότερα, ὁ σύνδεσμος Ἑλλήνων Βιομηχάνων ἐπισημαίνει ὅτι ἡ ἀνταγωνιστικότητα τῶν ἑλληνικῶν προϊόντων ἐξαρτᾶται ἀπὸ τὸ κόστος παραγωγῆς. [1002,1426,1161,1520]
summit-subhead: Ο ΧΑΪΝΓΚ ΓΙΑ ΤΗΝ ΤΟΥΡΚΙΑ [1410,172,1561,185]
fx-row-cell: 36,563 [436,564,469,574]
gold-row-cell: Ζυρίχη [285,822,318,832]
fx-row-cell: Ἄμστερνταμ [285,618,340,628]
banknotes-table [12,726,273,858]
fx-row-cell: 22,223 [386,640,419,650]
banknote-row-cell: 18,094 [182,846,215,857]
headline-clinics: ΔΙΕΥΚΡΙΝΙΣΕΙΣ ΠΑΡΕΧΕΙ ΤΟ ΥΠΟΥΡΓΕΙΟ ΟΙΚΟΝΟΜΙΚΩΝ ΓΙΑ ΤΗΝ ΑΤΕΛΗ ΕΙΣΑΓΩΓΗ ΕΙΔΩΝ ΕΞΟΠΛΙΣΜΟΥ ΤΩΝ ΠΑΝΕΠΙΣΤΗΜΙΑΚΩΝ ΚΛΙΝΙΚΩΝ ΚΑΙ ΕΡΓΑΣΤΗΡΙΩΝ [1175,740,1584,785]
edge-fragments [0,0,8,423]
headline-egypt-israel: Στὰ μέσα Ἰανουαρίου ξαναρχίζει ὁ διάλογος Αἰγύπτου καὶ Ἰσραήλ [1182,279,1577,473]
story-theatre: ΑΘΗΝΑ, 3.— Αὐξάνεται ἡ ἐκτὸς ἕδρας ἀποζημίωση τῶν καλλιτεχνῶν τῶν κρατικῶν σκηνῶν ἀπὸ 600 σὲ 700 δρχ. τὴν ἡμέρα, μὲ ἀπόφαση τοῦ ὑπουργοῦ Πολιτισμοῦ κ. Πλυτᾶ. [481,403,650,496]
edge-fragment: ί [0,333,4,343]
main-body-paragraph: Ἡ ἀνέγερση τῶν ἀνωτέρω λυομένων θὰ ἀρχίσει ἄμεσα καὶ θὰ ὁλοκληρωθεῖ μέσα στὸ σχολικὸ ἔτος. [1002,829,1161,882]
main-body-paragraph: Ἐπίσης θὰ ἀνεγερθοῦν στὸ σύνολο 23 μόνιμα καὶ λυόμενα σχολικὰ κτήρια, μὲ τὰ ὁποῖα θὰ ἀντιμετωπισθεῖ τὸ πρόβλημα τῆς διπλῆς βάρδιας σὲ πολλὰ σχολεῖα τῆς πόλεως. [1002,728,1161,822]
sheriff-body-paragraph: ρεῖ νὰ περάσουν κατὶ καλύτερο ἀπὸ αὐτό. [662,1008,821,1034]
main-body-paragraph: Στὶς 15 Φεβρουαρίου 1979 τὸ λύκειο Εὐόσμου μὲ 18 αἴθουσες. Στὶς 28 Φεβρουαρίου τὸ διδακτήριο στὴ Λητὴ μὲ 6 αἴθουσες. [1002,357,1161,424]
fx-row [283,618,471,629]
main-body-subhead: ΑΝΕΓΕΡΣΗ ΝΕΩΝ [1034,430,1129,443]
fx-row-cell: Τορόντο [285,684,323,694]
column-left-inner [283,0,471,844]
main-body-paragraph: Τέλος ἀνακοινώθηκε ὅτι ἐξετάζονται οἱ ἐξελίξεις τοῦ ἔργου τῆς ἀνεγέρσεως τῶν κτηρίων καὶ ὅτι θὰ γίνει ἐπιτάχυνση τῶν ἐργασιῶν. [662,638,821,705]
fx-row-cell: Παρίσι [285,585,318,595]
story-haig: ΚΑΣΤΙΑ, Βέλγιο, 3. (Γιουν. Τύπος).— Ὁ στρατηγὸς Χάινγκ εἶπε ὅτι τὸ ΝΑΤΟ ἐνδιαφέρεται γιὰ τὴν οἰκονομικὴ κατάσταση τῆς Τουρκίας καὶ ὅτι πρέπει νὰ δοθεῖ προτεραιότητα στὸ πρόβλημα αὐτό. [1386,189,1586,268]
story-egypt-israel-2: Ἐν τῷ μεταξὺ ὁ Ἰσραηλινὸς πρωθυπουργὸς κ. Μπέγκιν δήλωσε ὅτι ἡ χώρα του εἶναι πρόθυμη νὰ συνεχίσει τὶς συνομιλίες, ἀλλὰ χωρὶς νέες παραχωρήσεις. [1386,545,1586,611]
banknote-row-cell: 2,711 [243,824,271,835]
gold-row-cell: Λονδίνο [285,789,323,799]
main-body-paragraph: Ἀκόμη μέχρι 20 Ἰανουαρίου θὰ ἀρχίσει ἡ ἀνέγερση τεσσάρων νέων διδακτηρίων μὲ 50 αἴθουσες καὶ δαπάνη 105.000.000 δρχ., ἐνῶ ἐγκρίθηκε πρόσθετο πρόγραμμα γιὰ τὴν κατασκευὴ λυόμενων αἰθουσῶν. [662,511,821,631]
sheriff-body-paragraph: Ὁ συνήγορος ὑπερασπίσεως ὑποστήριξε ὅτι ἡ ὑπόθεση στηρίχθηκε σὲ ὑποθέσεις καὶ ὄχι σὲ ἀποδείξεις. [832,1122,992,1175]
banknote-row [12,814,273,825]
fund-row-cell: 455,59 [238,672,271,683]
fx-row-cell: 17,913 [386,618,419,628]
banknote-row-cell: 4,343 [188,769,215,780]
main-subhead: Ἀρχίζει ἡ ἀνέγερση νέων.- Ἐπισκευάσθηκε τὸ κτήριο τῆς ἀνωτάτης βιομηχανικῆς καὶ παραδίνεται.- Ἐγκρίθηκε πρόσθετο πρόγραμμα.- [697,197,1126,250]
fx-row-cell: Λονδίνο [285,575,323,584]
fx-row [283,629,471,640]
exports-body-paragraph: Γιὰ τὸ θέμα αὐτὸ θὰ ὑπάρξει συνεργασία τῶν ὑπουργείων Συντονισμοῦ, Ἐμπορίου καὶ Βιομηχανίας. [1002,1527,1161,1580]
banknotes-head: ΞΕΝΑ ΤΡΑΠΕΖΟΓΡΑΜΜΑΤΙΑ [75,698,210,710]
fx-row-cell: Μιλᾶνο [285,607,318,617]
fund-table [12,673,273,695]
banknote-row [12,770,273,781]
edge-fragment: τ [0,411,5,421]
main-headline: ΑΛΛΑ 23 ΜΟΝΙΜΑ ΚΑΙ ΛΥΟΜΕΝΑ ΣΧΟΛΙΚΑ ΚΤΗΡΙΑ ΘΑ ΤΕΘΟΥΝ ΣΕ ΛΕΙΤΟΥΡΓΙΑ [670,3,1153,188]
main-body-paragraph: 10 Ἰανουαρίου 1979: Τὸ διδακτήριο τοῦ 8ου δημοτικοῦ σχολείου Συκεῶν 10 αἰθουσῶν καὶ τὸ λυόμενο τοῦ 4ου γυμνασίου Ἐλευθερίου-Κορδελιοῦ. [832,411,992,491]
main-body-paragraph: 8 Ἰανουαρίου 1979: Τὸ διδακτήριο τοῦ 9 αἰθουσῶν στὴν Εὔοσμο, τὸ διδακτήριο τοῦ 12 αἰθουσῶν στὴ Σταυρούπολη καὶ τὸ λυόμενο τοῦ 6 αἰθουσῶν στὸ Κορδελιό. [832,310,992,404]
fx-row-cell: Κοπεγχάγη [285,662,334,672]
fx-row-cell: 18,275 [436,618,469,628]
story-traffic: Τρία θύματα σκοτώθηκαν καὶ ὀκτὼ τραυματίσθηκαν σὲ τροχαία ἀτυχήματα ποὺ σημειώθηκαν χθὲς στὴ Βόρεια Ἑλλάδα. Στὰ Γιαννιτσά ἔχασε τὴ ζωή του ὁ δάσκαλος ἀπὸ τὴ Θεσσαλονίκη. [1173,891,1374,970]
fx-row-cell: 8,441 [391,585,419,595]
gold-row-cell: Παρίσι [285,800,318,810]
fx-row-cell: 8,612 [441,585,469,595]
fx-row-cell: Στοκχόλμη [285,651,334,661]
fx-header-row [283,553,471,564]
column-main [662,0,1161,1585]
fx-row-cell: 72,072 [386,575,419,584]
sheriff-body [662,1008,1161,1195]
traffic-subhead-teacher: Ο ΔΑΣΚΑΛΟΣ [1237,977,1310,990]
edge-fragment: ν [0,294,6,304]
banknote-row-cell: Κορώνα Σουηδίας [14,813,96,824]
banknote-row [12,792,273,803]
kicker-egypt-israel: Μὲ συμμετοχὴ τοῦ Βὰνς καὶ μᾶλλον στὴν Οὐάσιγκτον. Οἱ Ἀμερικανοὶ περιμένουν αἰγυπτιακὴ ἀπάντηση [1192,474,1567,508]
banknote-row-cell: 7,173 [188,813,215,824]
banknote-row-cell: 8,629 [243,747,271,758]
gold-row-cell: 219,75 [436,800,469,810]
sheriff-body-subhead: «ΠΟΛΛΑ ΚΕΝΑ» [869,1182,955,1195]
market-text: Τὸ δελτίο τιμῶν τοῦ χρηματιστηρίου ἐμπορευμάτων Θεσσαλονίκης ἔχει ὡς ἑξῆς: ΔΗΜΗΤΡΙΑΚΑ: Σιτάρι σκληρὸ 9,60–9,80, σιτάρι μαλακὸ 9,70–9,90. ΚΑΛΑΜΠΟΚΙ: 9,20. ΚΡΙΘΑΡΙ: 7,80–8,00. ΒΑΜΒΑΚΙ: ἐκκοκκισμένο 89,00–91,00. ΟΡΥΖΑ – ΖΑΧΑΡΙΣ – ΚΑΦΕΣ: ἀμετάβλητες τιμές. [12,910,273,1003]
headline-brezhnev: ΚΑΙ ΤΡΙΤΟ ΒΙΒΛΙΟ ΤΟΥ ΜΠΡΕΖΝΙΕΦ ΕΚΔΟΘΗΚΕ ΣΤΗ ΣΟΒ. ΕΝΩΣΗ [1188,1035,1571,1050]
